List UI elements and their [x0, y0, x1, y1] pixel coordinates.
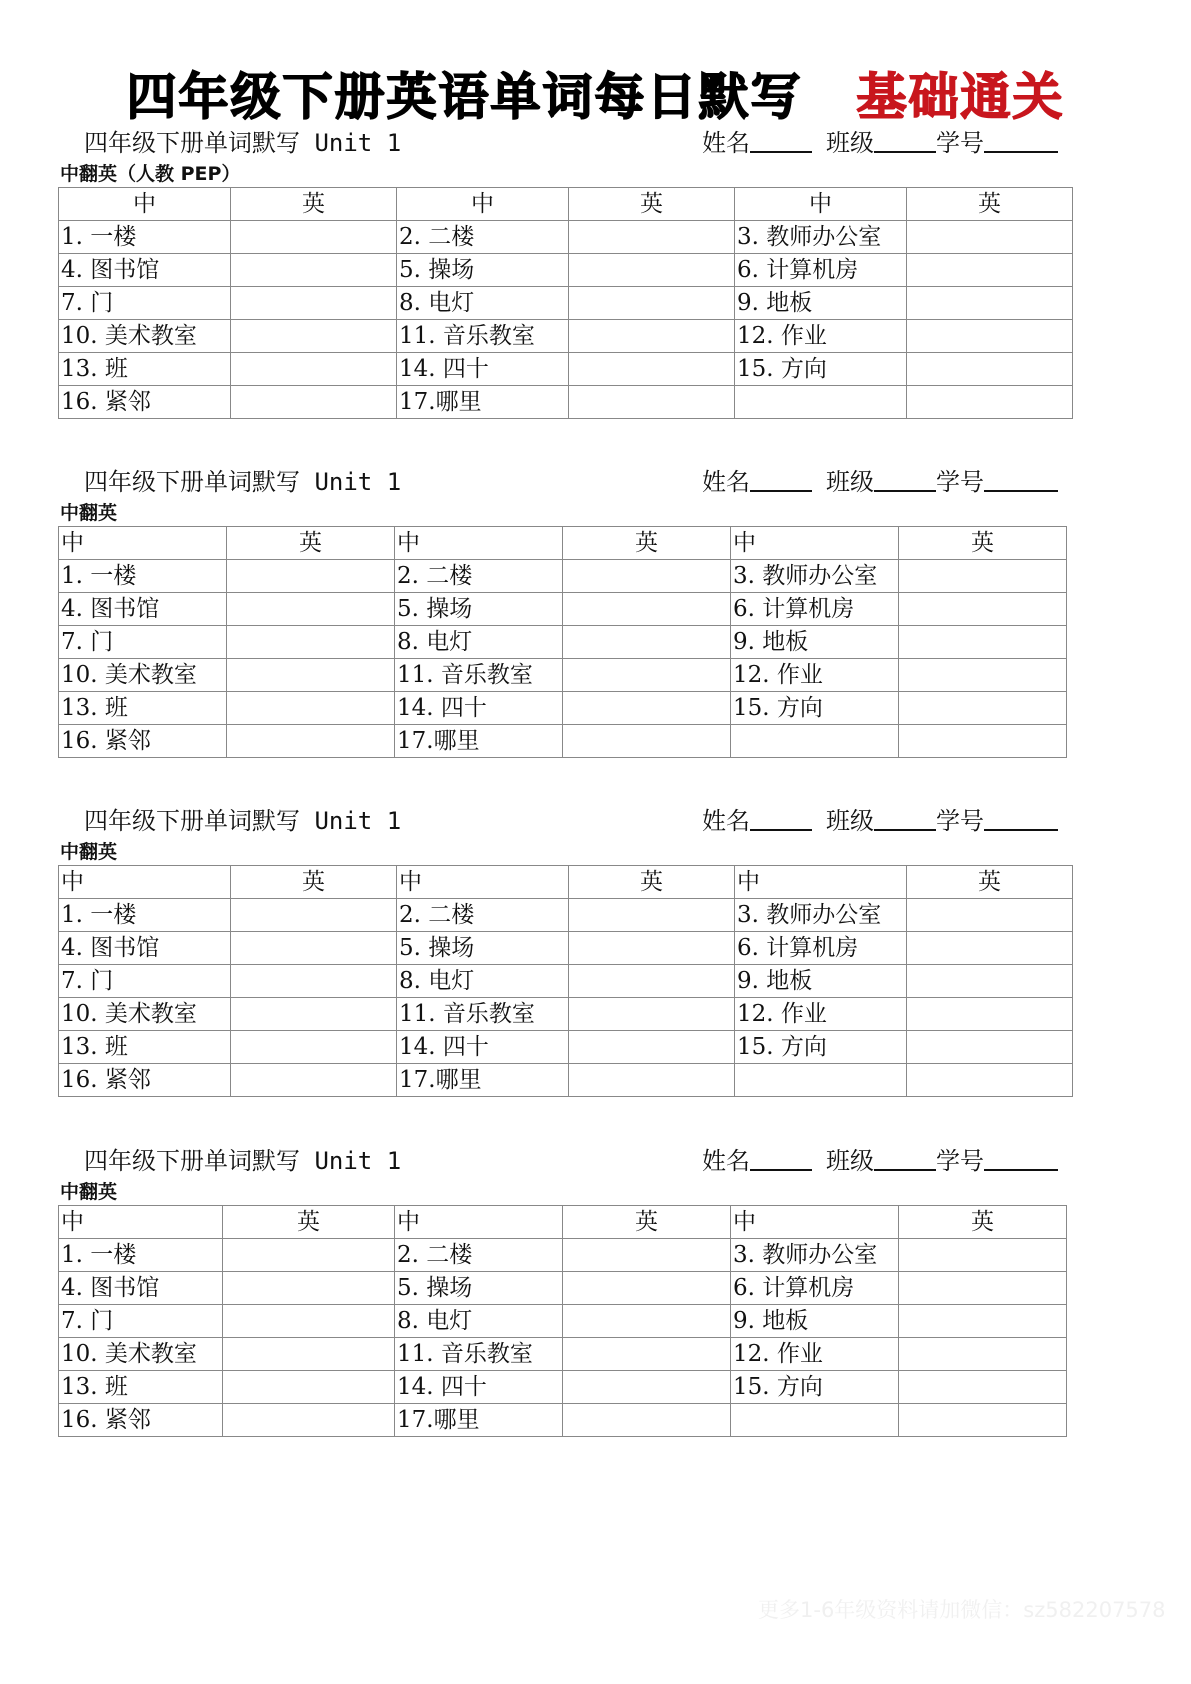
word-cell: 4. 图书馆 [59, 254, 231, 287]
column-header: 英 [231, 188, 397, 221]
answer-cell[interactable] [569, 1031, 735, 1064]
name-label: 姓名 [702, 807, 750, 835]
class-label: 班级 [826, 1147, 874, 1175]
name-field[interactable] [750, 466, 812, 492]
column-header: 英 [231, 866, 397, 899]
section-title: 四年级下册单词默写 Unit 1 [84, 129, 402, 157]
word-cell: 1. 一楼 [59, 560, 227, 593]
word-cell: 5. 操场 [397, 254, 569, 287]
answer-cell[interactable] [569, 899, 735, 932]
column-header: 中 [59, 527, 227, 560]
answer-cell[interactable] [563, 1338, 731, 1371]
word-cell: 10. 美术教室 [59, 659, 227, 692]
worksheet-section [58, 464, 1067, 758]
table-row [59, 998, 1073, 1031]
word-cell: 5. 操场 [395, 593, 563, 626]
word-cell: 7. 门 [59, 1305, 223, 1338]
word-cell: 3. 教师办公室 [735, 221, 907, 254]
page-title-accent: 基础通关 [856, 68, 1065, 126]
word-cell: 17.哪里 [395, 725, 563, 758]
answer-cell[interactable] [907, 287, 1073, 320]
word-cell: 11. 音乐教室 [395, 1338, 563, 1371]
vocabulary-table [58, 865, 1073, 1097]
table-row [59, 221, 1073, 254]
answer-cell[interactable] [563, 659, 731, 692]
word-cell: 8. 电灯 [395, 1305, 563, 1338]
answer-cell[interactable] [227, 692, 395, 725]
answer-cell[interactable] [563, 1272, 731, 1305]
word-cell: 13. 班 [59, 692, 227, 725]
word-cell: 9. 地板 [735, 287, 907, 320]
table-row [59, 1371, 1067, 1404]
class-field[interactable] [874, 805, 936, 831]
word-cell: 11. 音乐教室 [397, 320, 569, 353]
word-cell: 16. 紧邻 [59, 725, 227, 758]
answer-cell[interactable] [907, 932, 1073, 965]
table-row [59, 386, 1073, 419]
answer-cell[interactable] [563, 626, 731, 659]
column-header: 中 [731, 527, 899, 560]
answer-cell[interactable] [563, 1404, 731, 1437]
id-field[interactable] [984, 127, 1058, 153]
word-cell: 2. 二楼 [395, 560, 563, 593]
word-cell: 13. 班 [59, 1371, 223, 1404]
column-header: 中 [735, 188, 907, 221]
word-cell: 9. 地板 [731, 1305, 899, 1338]
word-cell: 14. 四十 [397, 353, 569, 386]
answer-cell[interactable] [563, 560, 731, 593]
class-label: 班级 [826, 129, 874, 157]
table-row [59, 1404, 1067, 1437]
answer-cell[interactable] [731, 725, 899, 758]
column-header: 英 [223, 1206, 395, 1239]
column-header: 英 [227, 527, 395, 560]
answer-cell[interactable] [227, 560, 395, 593]
answer-cell[interactable] [231, 386, 397, 419]
answer-cell[interactable] [563, 593, 731, 626]
table-row [59, 725, 1067, 758]
answer-cell[interactable] [899, 593, 1067, 626]
word-cell: 6. 计算机房 [735, 254, 907, 287]
column-header: 英 [899, 527, 1067, 560]
vocabulary-table [58, 187, 1073, 419]
answer-cell[interactable] [231, 932, 397, 965]
answer-cell[interactable] [563, 1239, 731, 1272]
table-row [59, 626, 1067, 659]
column-header: 中 [59, 866, 231, 899]
table-header-row [59, 1206, 1067, 1239]
answer-cell[interactable] [907, 353, 1073, 386]
answer-cell[interactable] [563, 1305, 731, 1338]
student-info [702, 464, 1058, 500]
word-cell: 14. 四十 [395, 692, 563, 725]
answer-cell[interactable] [899, 692, 1067, 725]
id-field[interactable] [984, 466, 1058, 492]
answer-cell[interactable] [899, 1305, 1067, 1338]
page-title [0, 62, 1191, 132]
answer-cell[interactable] [569, 998, 735, 1031]
answer-cell[interactable] [569, 932, 735, 965]
vocabulary-table [58, 526, 1067, 758]
answer-cell[interactable] [907, 965, 1073, 998]
word-cell: 4. 图书馆 [59, 593, 227, 626]
table-row [59, 560, 1067, 593]
word-cell: 12. 作业 [731, 659, 899, 692]
table-row [59, 1064, 1073, 1097]
section-header [58, 1143, 1067, 1179]
answer-cell[interactable] [735, 386, 907, 419]
answer-cell[interactable] [569, 1064, 735, 1097]
answer-cell[interactable] [231, 353, 397, 386]
column-header: 中 [59, 188, 231, 221]
answer-cell[interactable] [899, 725, 1067, 758]
class-field[interactable] [874, 466, 936, 492]
section-subtitle: 中翻英 [60, 502, 118, 524]
answer-cell[interactable] [899, 1272, 1067, 1305]
section-header [58, 803, 1073, 839]
word-cell: 13. 班 [59, 353, 231, 386]
word-cell: 3. 教师办公室 [735, 899, 907, 932]
word-cell: 1. 一楼 [59, 1239, 223, 1272]
answer-cell[interactable] [899, 659, 1067, 692]
worksheet-section [58, 125, 1073, 419]
table-row [59, 1272, 1067, 1305]
column-header: 中 [395, 527, 563, 560]
column-header: 英 [563, 1206, 731, 1239]
word-cell: 4. 图书馆 [59, 1272, 223, 1305]
answer-cell[interactable] [899, 1404, 1067, 1437]
answer-cell[interactable] [569, 353, 735, 386]
word-cell: 16. 紧邻 [59, 1404, 223, 1437]
student-info [702, 1143, 1058, 1179]
word-cell: 15. 方向 [735, 1031, 907, 1064]
answer-cell[interactable] [223, 1272, 395, 1305]
answer-cell[interactable] [227, 659, 395, 692]
answer-cell[interactable] [907, 320, 1073, 353]
answer-cell[interactable] [563, 692, 731, 725]
word-cell: 8. 电灯 [395, 626, 563, 659]
word-cell: 3. 教师办公室 [731, 1239, 899, 1272]
answer-cell[interactable] [223, 1305, 395, 1338]
answer-cell[interactable] [563, 1371, 731, 1404]
word-cell: 2. 二楼 [395, 1239, 563, 1272]
answer-cell[interactable] [231, 1064, 397, 1097]
word-cell: 2. 二楼 [397, 221, 569, 254]
column-header: 中 [735, 866, 907, 899]
table-row [59, 254, 1073, 287]
word-cell: 7. 门 [59, 965, 231, 998]
table-row [59, 1031, 1073, 1064]
vocabulary-table [58, 1205, 1067, 1437]
id-field[interactable] [984, 805, 1058, 831]
table-row [59, 899, 1073, 932]
answer-cell[interactable] [569, 965, 735, 998]
word-cell: 12. 作业 [735, 998, 907, 1031]
column-header: 英 [569, 866, 735, 899]
word-cell: 12. 作业 [735, 320, 907, 353]
column-header: 中 [731, 1206, 899, 1239]
answer-cell[interactable] [907, 1064, 1073, 1097]
section-subtitle: 中翻英 [60, 1181, 118, 1203]
class-field[interactable] [874, 127, 936, 153]
id-label: 学号 [936, 129, 984, 157]
table-row [59, 965, 1073, 998]
table-row [59, 932, 1073, 965]
word-cell: 1. 一楼 [59, 899, 231, 932]
table-row [59, 593, 1067, 626]
answer-cell[interactable] [899, 560, 1067, 593]
word-cell: 6. 计算机房 [731, 593, 899, 626]
column-header: 英 [907, 188, 1073, 221]
page-title-main: 四年级下册英语单词每日默写 [126, 68, 803, 126]
answer-cell[interactable] [907, 221, 1073, 254]
column-header: 中 [397, 866, 569, 899]
answer-cell[interactable] [899, 1371, 1067, 1404]
table-header-row [59, 188, 1073, 221]
class-label: 班级 [826, 807, 874, 835]
answer-cell[interactable] [907, 998, 1073, 1031]
table-row [59, 659, 1067, 692]
class-field[interactable] [874, 1145, 936, 1171]
answer-cell[interactable] [569, 221, 735, 254]
word-cell: 4. 图书馆 [59, 932, 231, 965]
answer-cell[interactable] [231, 998, 397, 1031]
answer-cell[interactable] [227, 626, 395, 659]
word-cell: 13. 班 [59, 1031, 231, 1064]
column-header: 英 [563, 527, 731, 560]
answer-cell[interactable] [735, 1064, 907, 1097]
word-cell: 5. 操场 [395, 1272, 563, 1305]
answer-cell[interactable] [569, 254, 735, 287]
answer-cell[interactable] [231, 221, 397, 254]
student-info [702, 803, 1058, 839]
id-label: 学号 [936, 1147, 984, 1175]
table-header-row [59, 527, 1067, 560]
answer-cell[interactable] [227, 593, 395, 626]
answer-cell[interactable] [569, 287, 735, 320]
word-cell: 2. 二楼 [397, 899, 569, 932]
answer-cell[interactable] [907, 254, 1073, 287]
word-cell: 8. 电灯 [397, 287, 569, 320]
word-cell: 9. 地板 [731, 626, 899, 659]
column-header: 英 [907, 866, 1073, 899]
table-row [59, 692, 1067, 725]
id-label: 学号 [936, 807, 984, 835]
word-cell: 16. 紧邻 [59, 386, 231, 419]
word-cell: 12. 作业 [731, 1338, 899, 1371]
answer-cell[interactable] [231, 254, 397, 287]
section-subtitle: 中翻英（人教 PEP） [60, 163, 241, 185]
answer-cell[interactable] [223, 1239, 395, 1272]
class-label: 班级 [826, 468, 874, 496]
watermark: 更多1-6年级资料请加微信：sz582207578 [758, 1598, 1166, 1622]
table-row [59, 1338, 1067, 1371]
id-label: 学号 [936, 468, 984, 496]
word-cell: 16. 紧邻 [59, 1064, 231, 1097]
answer-cell[interactable] [569, 386, 735, 419]
table-header-row [59, 866, 1073, 899]
id-field[interactable] [984, 1145, 1058, 1171]
answer-cell[interactable] [563, 725, 731, 758]
word-cell: 10. 美术教室 [59, 320, 231, 353]
name-label: 姓名 [702, 129, 750, 157]
word-cell: 15. 方向 [735, 353, 907, 386]
column-header: 中 [59, 1206, 223, 1239]
table-row [59, 1239, 1067, 1272]
table-row [59, 1305, 1067, 1338]
answer-cell[interactable] [899, 1239, 1067, 1272]
name-field[interactable] [750, 1145, 812, 1171]
answer-cell[interactable] [731, 1404, 899, 1437]
answer-cell[interactable] [907, 1031, 1073, 1064]
column-header: 中 [397, 188, 569, 221]
table-row [59, 287, 1073, 320]
word-cell: 7. 门 [59, 626, 227, 659]
name-field[interactable] [750, 805, 812, 831]
answer-cell[interactable] [231, 1031, 397, 1064]
word-cell: 8. 电灯 [397, 965, 569, 998]
table-row [59, 353, 1073, 386]
column-header: 英 [899, 1206, 1067, 1239]
section-header [58, 125, 1073, 161]
word-cell: 3. 教师办公室 [731, 560, 899, 593]
word-cell: 6. 计算机房 [731, 1272, 899, 1305]
answer-cell[interactable] [907, 386, 1073, 419]
word-cell: 10. 美术教室 [59, 998, 231, 1031]
word-cell: 6. 计算机房 [735, 932, 907, 965]
answer-cell[interactable] [223, 1338, 395, 1371]
word-cell: 15. 方向 [731, 692, 899, 725]
answer-cell[interactable] [231, 965, 397, 998]
section-title: 四年级下册单词默写 Unit 1 [84, 807, 402, 835]
name-field[interactable] [750, 127, 812, 153]
word-cell: 11. 音乐教室 [397, 998, 569, 1031]
word-cell: 10. 美术教室 [59, 1338, 223, 1371]
word-cell: 9. 地板 [735, 965, 907, 998]
word-cell: 15. 方向 [731, 1371, 899, 1404]
word-cell: 17.哪里 [395, 1404, 563, 1437]
answer-cell[interactable] [223, 1371, 395, 1404]
answer-cell[interactable] [899, 626, 1067, 659]
word-cell: 7. 门 [59, 287, 231, 320]
student-info [702, 125, 1058, 161]
word-cell: 14. 四十 [395, 1371, 563, 1404]
worksheet-section [58, 1143, 1067, 1437]
table-row [59, 320, 1073, 353]
answer-cell[interactable] [231, 287, 397, 320]
section-subtitle: 中翻英 [60, 841, 118, 863]
answer-cell[interactable] [569, 320, 735, 353]
answer-cell[interactable] [231, 899, 397, 932]
section-title: 四年级下册单词默写 Unit 1 [84, 468, 402, 496]
answer-cell[interactable] [907, 899, 1073, 932]
section-header [58, 464, 1067, 500]
answer-cell[interactable] [231, 320, 397, 353]
answer-cell[interactable] [223, 1404, 395, 1437]
word-cell: 5. 操场 [397, 932, 569, 965]
word-cell: 17.哪里 [397, 386, 569, 419]
worksheet-section [58, 803, 1073, 1097]
section-title: 四年级下册单词默写 Unit 1 [84, 1147, 402, 1175]
word-cell: 11. 音乐教室 [395, 659, 563, 692]
word-cell: 14. 四十 [397, 1031, 569, 1064]
word-cell: 1. 一楼 [59, 221, 231, 254]
name-label: 姓名 [702, 468, 750, 496]
answer-cell[interactable] [227, 725, 395, 758]
name-label: 姓名 [702, 1147, 750, 1175]
column-header: 中 [395, 1206, 563, 1239]
word-cell: 17.哪里 [397, 1064, 569, 1097]
column-header: 英 [569, 188, 735, 221]
answer-cell[interactable] [899, 1338, 1067, 1371]
